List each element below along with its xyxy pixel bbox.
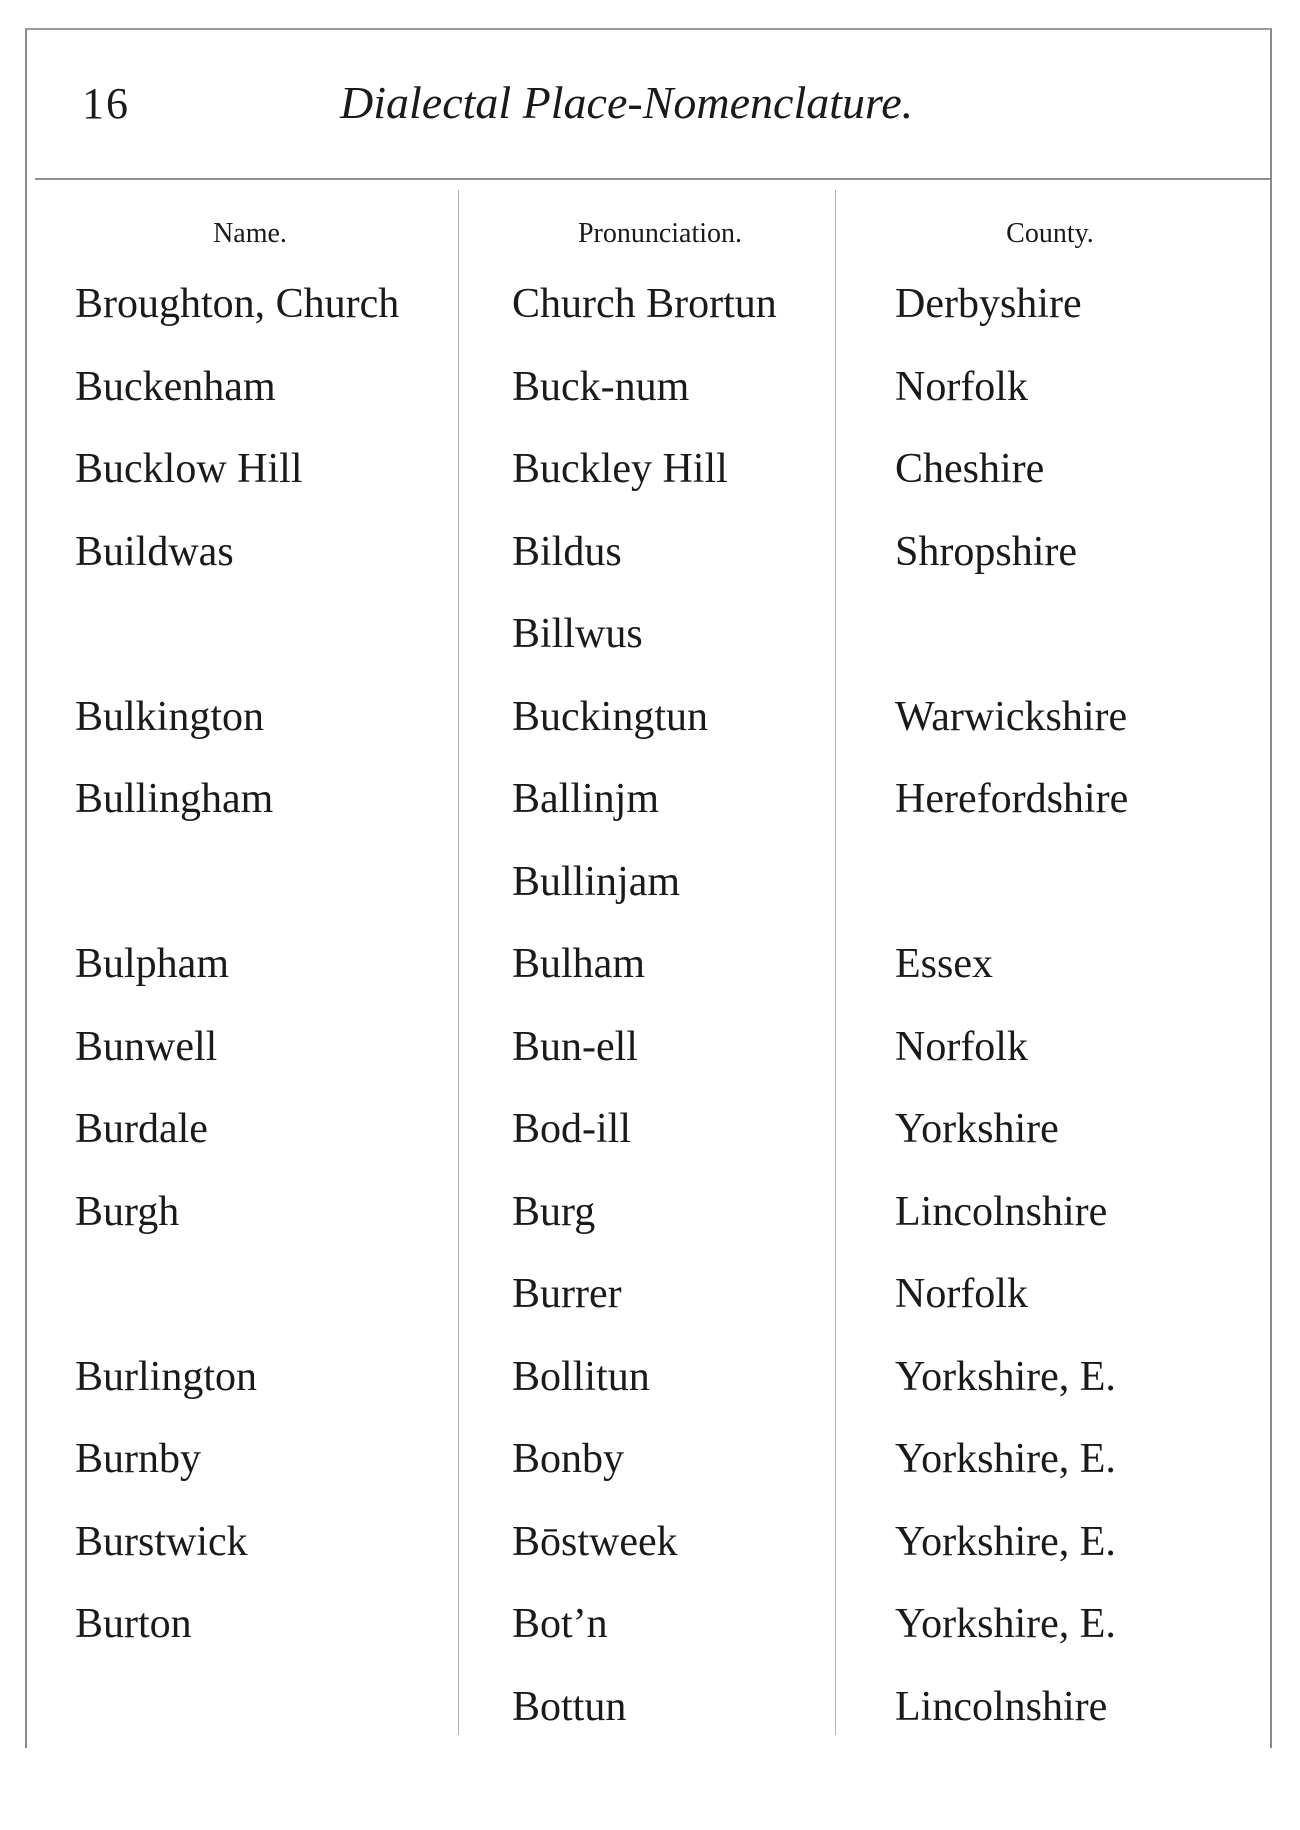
place-name-cell: Bulpham xyxy=(75,941,229,987)
place-name-cell: Burnby xyxy=(75,1436,201,1482)
page-number: 16 xyxy=(82,79,130,128)
table-row xyxy=(0,520,1300,603)
county-cell: Lincolnshire xyxy=(895,1683,1108,1730)
place-name-cell: Buckenham xyxy=(75,363,276,410)
header-divider xyxy=(35,178,1270,180)
place-name-cell: Bulkington xyxy=(75,693,265,740)
pronunciation-cell: Bollitun xyxy=(512,1353,650,1400)
table-row xyxy=(0,1345,1300,1428)
table-row xyxy=(0,355,1300,438)
running-title: Dialectal Place-Nomenclature. xyxy=(340,77,914,128)
pronunciation-cell: Buckley Hill xyxy=(512,446,728,492)
pronunciation-cell: Buck-num xyxy=(512,363,690,410)
county-cell: Lincolnshire xyxy=(895,1188,1108,1235)
column-header-name: Name. xyxy=(213,218,287,249)
pronunciation-cell: Burrer xyxy=(512,1271,622,1317)
place-name-cell: Bullingham xyxy=(75,776,274,822)
table-row xyxy=(0,1592,1300,1675)
county-cell: Cheshire xyxy=(895,446,1045,492)
county-cell: Herefordshire xyxy=(895,776,1129,822)
pronunciation-cell: Bun-ell xyxy=(512,1023,638,1070)
table-row xyxy=(0,1427,1300,1510)
pronunciation-cell: Buckingtun xyxy=(512,693,708,740)
county-cell: Yorkshire, E. xyxy=(895,1518,1116,1565)
county-cell: Derbyshire xyxy=(895,281,1082,327)
table-row xyxy=(0,1180,1300,1263)
county-cell: Norfolk xyxy=(895,1023,1028,1070)
table-row xyxy=(0,850,1300,933)
table-row xyxy=(0,932,1300,1015)
pronunciation-cell: Bonby xyxy=(512,1436,625,1482)
table-row xyxy=(0,1675,1300,1758)
table-row xyxy=(0,767,1300,850)
pronunciation-cell: Bildus xyxy=(512,528,622,575)
pronunciation-cell: Bottun xyxy=(512,1683,627,1730)
pronunciation-cell: Bōstweek xyxy=(512,1518,678,1565)
pronunciation-cell: Ballinjm xyxy=(512,776,659,822)
table-row xyxy=(0,272,1300,355)
place-name-cell: Burstwick xyxy=(75,1518,248,1565)
table-row xyxy=(0,1262,1300,1345)
column-header-county: County. xyxy=(1006,218,1094,249)
pronunciation-cell: Bot’n xyxy=(512,1601,608,1647)
county-cell: Yorkshire, E. xyxy=(895,1601,1116,1647)
place-name-cell: Burlington xyxy=(75,1353,258,1400)
pronunciation-cell: Bod-ill xyxy=(512,1106,632,1152)
pronunciation-cell: Bullinjam xyxy=(512,858,680,905)
place-name-cell: Bunwell xyxy=(75,1023,218,1070)
table-row xyxy=(0,1097,1300,1180)
county-cell: Shropshire xyxy=(895,528,1077,575)
county-cell: Yorkshire, E. xyxy=(895,1436,1116,1482)
place-name-cell: Burgh xyxy=(75,1188,180,1235)
county-cell: Yorkshire, E. xyxy=(895,1353,1116,1400)
table-row xyxy=(0,437,1300,520)
table-row xyxy=(0,602,1300,685)
county-cell: Essex xyxy=(895,941,993,987)
county-cell: Yorkshire xyxy=(895,1106,1059,1152)
place-name-cell: Broughton, Church xyxy=(75,281,400,327)
place-name-cell: Burdale xyxy=(75,1106,208,1152)
table-row xyxy=(0,685,1300,768)
table-row xyxy=(0,1510,1300,1593)
place-name-cell: Burton xyxy=(75,1601,192,1647)
place-name-table xyxy=(0,272,1300,1757)
county-cell: Norfolk xyxy=(895,1271,1028,1317)
pronunciation-cell: Bulham xyxy=(512,941,645,987)
county-cell: Warwickshire xyxy=(895,693,1128,740)
pronunciation-cell: Church Brortun xyxy=(512,281,777,327)
county-cell: Norfolk xyxy=(895,363,1028,410)
column-header-pronunciation: Pronunciation. xyxy=(577,218,743,249)
place-name-cell: Bucklow Hill xyxy=(75,446,303,492)
pronunciation-cell: Billwus xyxy=(512,611,643,657)
table-row xyxy=(0,1015,1300,1098)
place-name-cell: Buildwas xyxy=(75,528,234,575)
pronunciation-cell: Burg xyxy=(512,1188,596,1235)
